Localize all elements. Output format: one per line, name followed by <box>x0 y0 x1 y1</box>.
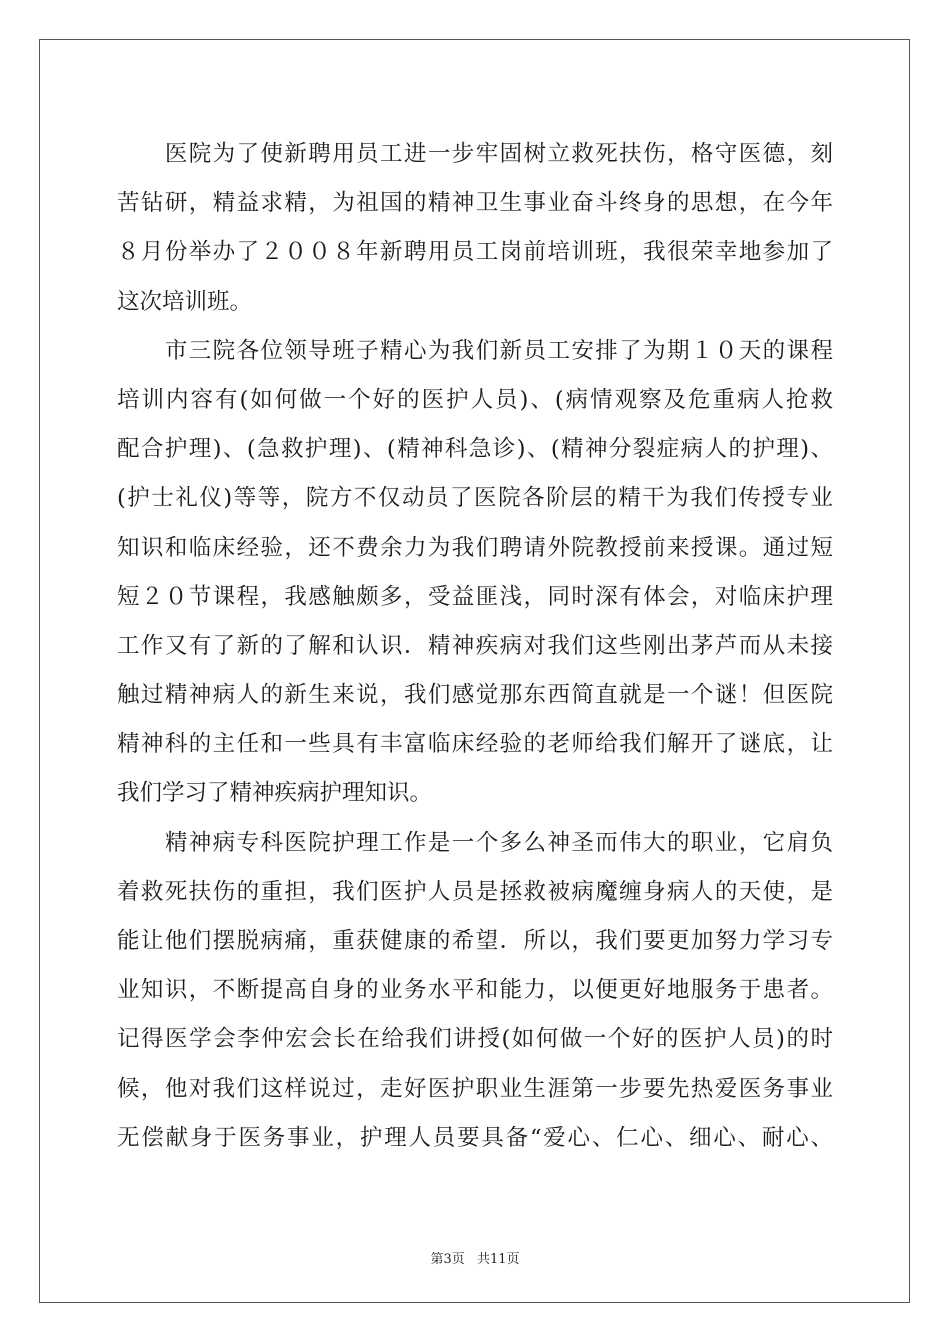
text-line: 记得医学会李仲宏会长在给我们讲授(如何做一个好的医护人员)的时 <box>117 1026 833 1053</box>
text-line: 短２０节课程，我感触颇多，受益匪浅，同时深有体会，对临床护理 <box>117 583 833 610</box>
text-line: 我们学习了精神疾病护理知识。 <box>117 780 433 807</box>
text-line: 能让他们摆脱病痛，重获健康的希望．所以，我们要更加努力学习专 <box>117 928 833 954</box>
text-line: 培训内容有(如何做一个好的医护人员)、(病情观察及危重病人抢救 <box>117 386 833 413</box>
text-line: 候，他对我们这样说过，走好医护职业生涯第一步要先热爱医务事业 <box>117 1075 833 1102</box>
text-line: 触过精神病人的新生来说，我们感觉那东西简直就是一个谜！但医院 <box>117 682 833 709</box>
text-line: ８月份举办了２００８年新聘用员工岗前培训班，我很荣幸地参加了 <box>117 239 833 266</box>
document-body <box>117 130 833 1163</box>
text-line: 着救死扶伤的重担，我们医护人员是拯救被病魔缠身病人的天使，是 <box>117 878 833 905</box>
text-line: 苦钻研，精益求精，为祖国的精神卫生事业奋斗终身的思想，在今年 <box>117 190 833 217</box>
text-line: 无偿献身于医务事业，护理人员要具备“爱心、仁心、细心、耐心、 <box>117 1124 833 1151</box>
text-line: (护士礼仪)等等，院方不仅动员了医院各阶层的精干为我们传授专业 <box>117 485 833 512</box>
text-line: 这次培训班。 <box>117 288 253 315</box>
text-line: 工作又有了新的了解和认识．精神疾病对我们这些刚出茅芦而从未接 <box>117 632 833 659</box>
text-line: 业知识，不断提高自身的业务水平和能力，以便更好地服务于患者。 <box>117 977 833 1004</box>
page-number-total: 共11页 <box>476 1252 520 1267</box>
text-line: 市三院各位领导班子精心为我们新员工安排了为期１０天的课程 <box>117 337 833 364</box>
text-line: 医院为了使新聘用员工进一步牢固树立救死扶伤，格守医德，刻 <box>117 141 833 167</box>
text-line: 精神病专科医院护理工作是一个多么神圣而伟大的职业，它肩负 <box>117 829 833 856</box>
page-footer <box>0 1248 950 1267</box>
text-line: 配合护理)、(急救护理)、(精神科急诊)、(精神分裂症病人的护理)、 <box>117 436 833 463</box>
page-number-current: 第3页 <box>430 1252 465 1267</box>
text-line: 精神科的主任和一些具有丰富临床经验的老师给我们解开了谜底，让 <box>117 731 833 758</box>
text-line: 知识和临床经验，还不费余力为我们聘请外院教授前来授课。通过短 <box>117 534 833 561</box>
